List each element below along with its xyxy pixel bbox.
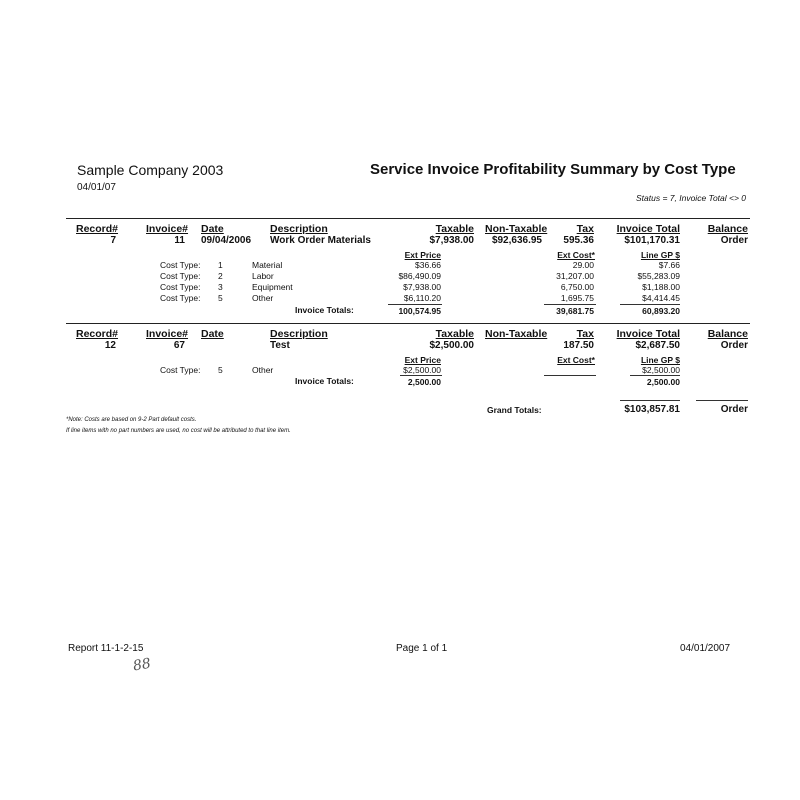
record-number: 7 [110,235,116,246]
line-gp: $4,414.45 [642,293,680,303]
col-header-invoice-total: Invoice Total [616,328,680,340]
col-header-non-taxable: Non-Taxable [485,223,548,235]
col-header-date: Date [201,328,224,340]
cost-type-code: 5 [218,293,223,303]
line-ext-cost: 31,207.00 [556,271,594,281]
cost-type-label: Cost Type: [160,365,201,375]
col-header-record: Record# [76,328,119,340]
line-ext-cost: 29.00 [572,260,594,270]
cost-type-name: Material [252,260,283,270]
col-header-balance: Balance [707,223,748,235]
invoice-totals-label: Invoice Totals: [295,376,354,386]
invoice-description: Test [270,340,290,351]
total-ext-cost: 39,681.75 [556,306,594,316]
non-taxable-amount: $92,636.95 [491,235,542,246]
subtotal-rule [388,304,442,305]
line-ext-price: $36.66 [415,260,441,270]
subcol-ext-price: Ext Price [404,355,441,365]
line-item-note: If line items with no part numbers are used, no cost will be attributed to that line item. [66,428,291,434]
line-ext-cost: 6,750.00 [560,282,594,292]
invoice-total: $101,170.31 [624,235,680,246]
col-header-record: Record# [76,223,119,235]
record-number: 12 [104,340,116,351]
subcol-line-gp: Line GP $ [640,250,680,260]
invoice-number: 11 [174,235,185,246]
line-ext-price: $86,490.09 [398,271,441,281]
tax-amount: 595.36 [563,235,594,246]
line-ext-price: $2,500.00 [403,365,441,375]
line-gp: $2,500.00 [642,365,680,375]
grand-total-balance: Order [720,404,748,415]
cost-type-code: 3 [218,282,223,292]
line-ext-cost: 1,695.75 [560,293,594,303]
cost-type-label: Cost Type: [160,282,201,292]
invoice-number: 67 [173,340,185,351]
cost-type-name: Labor [252,271,274,281]
grand-totals-label: Grand Totals: [487,405,542,415]
cost-type-name: Other [252,365,274,375]
report-filter: Status = 7, Invoice Total <> 0 [636,193,747,203]
balance-status: Order [720,235,748,246]
grand-total-amount: $103,857.81 [624,404,680,415]
cost-note: *Note: Costs are based on 9-2 Part default costs. [66,417,197,423]
record-separator [66,218,750,219]
col-header-invoice: Invoice# [146,328,189,340]
line-gp: $55,283.09 [637,271,680,281]
page-number: Page 1 of 1 [396,643,448,654]
col-header-invoice: Invoice# [146,223,189,235]
col-header-taxable: Taxable [435,328,474,340]
cost-type-code: 2 [218,271,223,281]
cost-type-code: 1 [218,260,223,270]
report-id: Report 11-1-2-15 [68,643,144,654]
report-title: Service Invoice Profitability Summary by Cost Type [370,161,736,178]
subtotal-rule [544,304,596,305]
subcol-ext-cost: Ext Cost* [557,250,595,260]
cost-type-label: Cost Type: [160,260,201,270]
col-header-non-taxable: Non-Taxable [485,328,548,340]
taxable-amount: $7,938.00 [429,235,474,246]
report-date: 04/01/07 [77,182,116,193]
cost-type-name: Equipment [252,282,293,292]
subcol-line-gp: Line GP $ [640,355,680,365]
cost-type-label: Cost Type: [160,293,201,303]
col-header-invoice-total: Invoice Total [616,223,680,235]
col-header-tax: Tax [576,328,594,340]
cost-type-name: Other [252,293,274,303]
record-separator [66,323,750,324]
invoice-total: $2,687.50 [635,340,680,351]
handwritten-note: 88 [131,655,153,675]
company-name: Sample Company 2003 [77,162,224,178]
total-ext-price: 100,574.95 [398,306,441,316]
balance-status: Order [720,340,748,351]
col-header-description: Description [270,223,328,235]
total-line-gp: 2,500.00 [646,377,680,387]
col-header-date: Date [201,223,224,235]
line-gp: $7.66 [658,260,680,270]
col-header-taxable: Taxable [435,223,474,235]
subtotal-rule [630,375,680,376]
line-ext-price: $6,110.20 [403,293,441,303]
tax-amount: 187.50 [563,340,594,351]
col-header-description: Description [270,328,328,340]
col-header-balance: Balance [707,328,748,340]
cost-type-label: Cost Type: [160,271,201,281]
taxable-amount: $2,500.00 [429,340,474,351]
line-gp: $1,188.00 [642,282,680,292]
footer-date: 04/01/2007 [680,643,731,654]
col-header-tax: Tax [576,223,594,235]
line-ext-price: $7,938.00 [403,282,441,292]
total-ext-price: 2,500.00 [407,377,441,387]
invoice-date: 09/04/2006 [201,235,252,246]
invoice-description: Work Order Materials [270,235,371,246]
subtotal-rule [544,375,596,376]
subcol-ext-price: Ext Price [404,250,441,260]
cost-type-code: 5 [218,365,223,375]
subtotal-rule [620,304,680,305]
subcol-ext-cost: Ext Cost* [557,355,595,365]
subtotal-rule [400,375,442,376]
total-line-gp: 60,893.20 [642,306,680,316]
invoice-totals-label: Invoice Totals: [295,305,354,315]
grand-total-rule [620,400,680,401]
grand-total-rule [696,400,748,401]
